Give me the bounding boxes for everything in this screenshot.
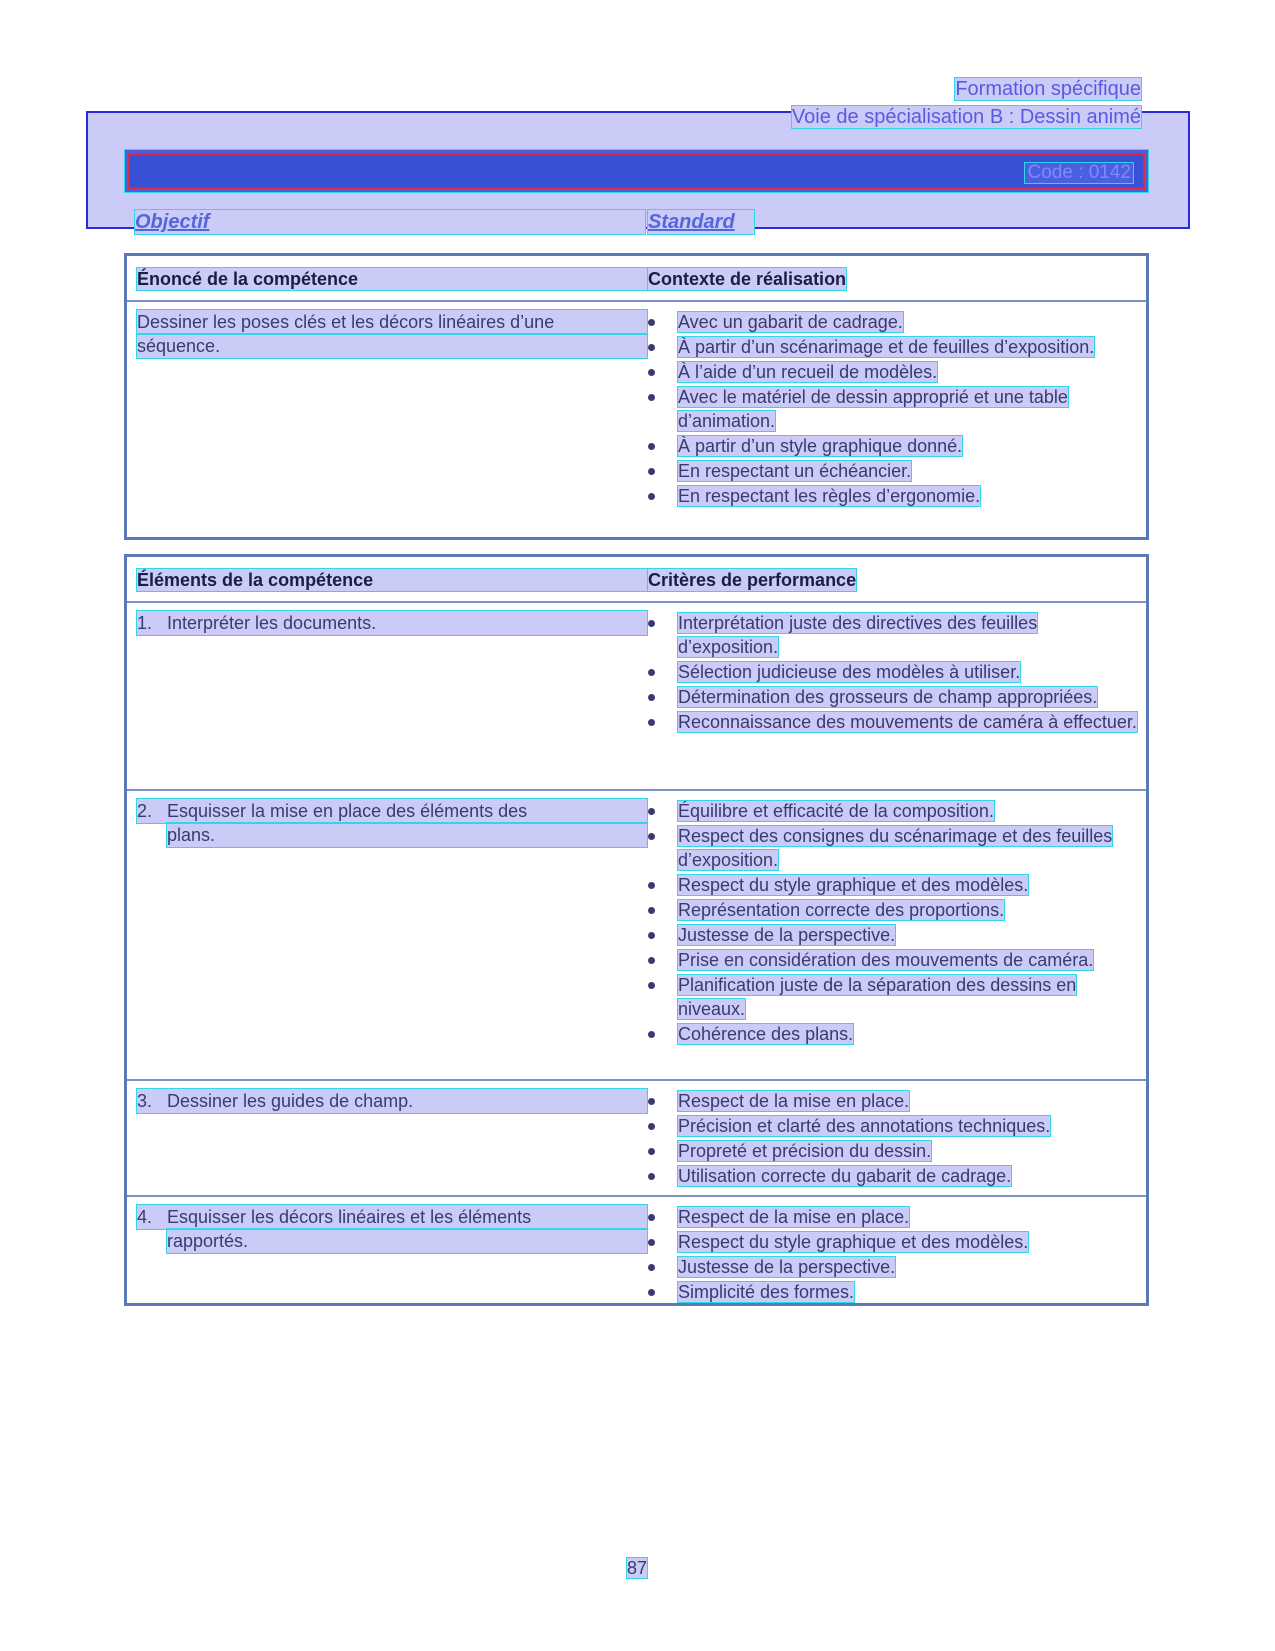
criterion-text: Justesse de la perspective. [678,925,896,945]
bullet-icon [648,1164,656,1188]
table-row [127,302,1146,532]
list-item [648,1089,1138,1113]
criterion-text: Respect des consignes du scénarimage et des feuilles d’exposition. [678,826,1113,870]
bullet-icon [648,360,656,384]
criterion-text: Reconnaissance des mouvements de caméra à effectuer. [678,712,1137,732]
context-text: En respectant un échéancier. [678,461,912,481]
bullet-icon [648,973,656,997]
bullet-icon [648,335,656,359]
criterion-text: Détermination des grosseurs de champ appropriées. [678,687,1098,707]
list-item [648,1205,1138,1229]
list-item [648,799,1138,823]
context-text: En respectant les règles d’ergonomie. [678,486,981,506]
criteria-list [648,1205,1138,1305]
list-item [648,1139,1138,1163]
caption-objectif: Objectif [135,210,645,234]
list-item [648,1114,1138,1138]
bullet-icon [648,385,656,409]
list-item [648,335,1138,359]
criterion-text: Équilibre et efficacité de la composition. [678,801,994,821]
element-row-4 [127,1197,1146,1309]
criteria-list [648,1089,1138,1189]
list-item [648,1255,1138,1279]
criterion-text: Propreté et précision du dessin. [678,1141,932,1161]
page-number: 87 [627,1558,648,1578]
header-statement: Énoncé de la compétence [137,268,647,290]
bullet-icon [648,434,656,458]
bullet-icon [648,1255,656,1279]
element-row-1 [127,603,1146,791]
criterion-text: Simplicité des formes. [678,1282,855,1302]
criteria-list [648,799,1138,1047]
list-item [648,434,1138,458]
element-text: Interpréter les documents. [167,613,377,633]
element-description [137,611,647,635]
list-item [648,685,1138,709]
bullet-icon [648,873,656,897]
list-item [648,1230,1138,1254]
bullet-icon [648,1114,656,1138]
criterion-text: Représentation correcte des proportions. [678,900,1005,920]
element-text: Esquisser la mise en place des éléments des [167,801,528,821]
criterion-text: Respect de la mise en place. [678,1091,910,1111]
competence-statement-table [124,253,1149,540]
code-label: Code : 0142 [1027,162,1131,183]
list-item [648,1280,1138,1304]
list-item [648,898,1138,922]
specialization-title: Voie de spécialisation B : Dessin animé [791,106,1141,128]
bullet-icon [648,898,656,922]
element-row-2 [127,791,1146,1081]
element-number: 3. [137,1091,153,1111]
element-number: 4. [137,1207,153,1227]
bullet-icon [648,611,656,635]
context-text: À l’aide d’un recueil de modèles. [678,362,938,382]
element-text: Dessiner les guides de champ. [167,1091,414,1111]
bullet-icon [648,710,656,734]
bullet-icon [648,660,656,684]
bullet-icon [648,484,656,508]
bullet-icon [648,310,656,334]
header-criteria: Critères de performance [648,570,857,590]
code-bar [124,149,1149,193]
bullet-icon [648,799,656,823]
caption-standard: Standard [648,210,754,234]
bullet-icon [648,1280,656,1304]
list-item [648,360,1138,384]
list-item [648,873,1138,897]
bullet-icon [648,1089,656,1113]
element-row-3 [127,1081,1146,1197]
list-item [648,824,1138,872]
list-item [648,973,1138,1021]
criterion-text: Interprétation juste des directives des feuilles d’exposition. [678,613,1038,657]
list-item [648,660,1138,684]
list-item [648,948,1138,972]
element-number: 2. [137,801,153,821]
list-item [648,1022,1138,1046]
table-header [127,557,1146,603]
criteria-list [648,611,1138,735]
bullet-icon [648,459,656,483]
list-item [648,484,1138,508]
header-elements: Éléments de la compétence [137,569,647,591]
list-item [648,923,1138,947]
bullet-icon [648,1205,656,1229]
bullet-icon [648,1139,656,1163]
criterion-text: Précision et clarté des annotations techniques. [678,1116,1051,1136]
bullet-icon [648,1022,656,1046]
bullet-icon [648,1230,656,1254]
element-description [137,1205,647,1253]
criterion-text: Sélection judicieuse des modèles à utiliser. [678,662,1021,682]
criterion-text: Respect de la mise en place. [678,1207,910,1227]
competence-elements-table [124,554,1149,1306]
bullet-icon [648,948,656,972]
element-number: 1. [137,613,153,633]
bullet-icon [648,824,656,848]
list-item [648,611,1138,659]
context-text: À partir d’un style graphique donné. [678,436,963,456]
criterion-text: Planification juste de la séparation des dessins en niveaux. [678,975,1077,1019]
element-text: Esquisser les décors linéaires et les éléments [167,1207,532,1227]
header-context: Contexte de réalisation [648,269,847,289]
list-item [648,310,1138,334]
bullet-icon [648,923,656,947]
list-item [648,1164,1138,1188]
list-item [648,385,1138,433]
context-list [648,310,1138,509]
element-text-continued: plans. [167,823,647,847]
statement-line-1: Dessiner les poses clés et les décors linéaires d’une [137,310,647,334]
criterion-text: Respect du style graphique et des modèles. [678,1232,1029,1252]
list-item [648,710,1138,734]
element-description [137,1089,647,1113]
criterion-text: Utilisation correcte du gabarit de cadrage. [678,1166,1012,1186]
criterion-text: Justesse de la perspective. [678,1257,896,1277]
context-text: Avec le matériel de dessin approprié et une table d’animation. [678,387,1068,431]
statement-line-2: séquence. [137,334,647,358]
competence-statement [137,310,647,358]
element-text-continued: rapportés. [167,1229,647,1253]
context-text: À partir d’un scénarimage et de feuilles d’exposition. [678,337,1095,357]
criterion-text: Respect du style graphique et des modèles. [678,875,1029,895]
list-item [648,459,1138,483]
table-header [127,256,1146,302]
code-bar-inner [128,153,1145,189]
program-title: Formation spécifique [955,78,1141,100]
criterion-text: Prise en considération des mouvements de caméra. [678,950,1094,970]
element-description [137,799,647,847]
context-text: Avec un gabarit de cadrage. [678,312,903,332]
criterion-text: Cohérence des plans. [678,1024,854,1044]
bullet-icon [648,685,656,709]
